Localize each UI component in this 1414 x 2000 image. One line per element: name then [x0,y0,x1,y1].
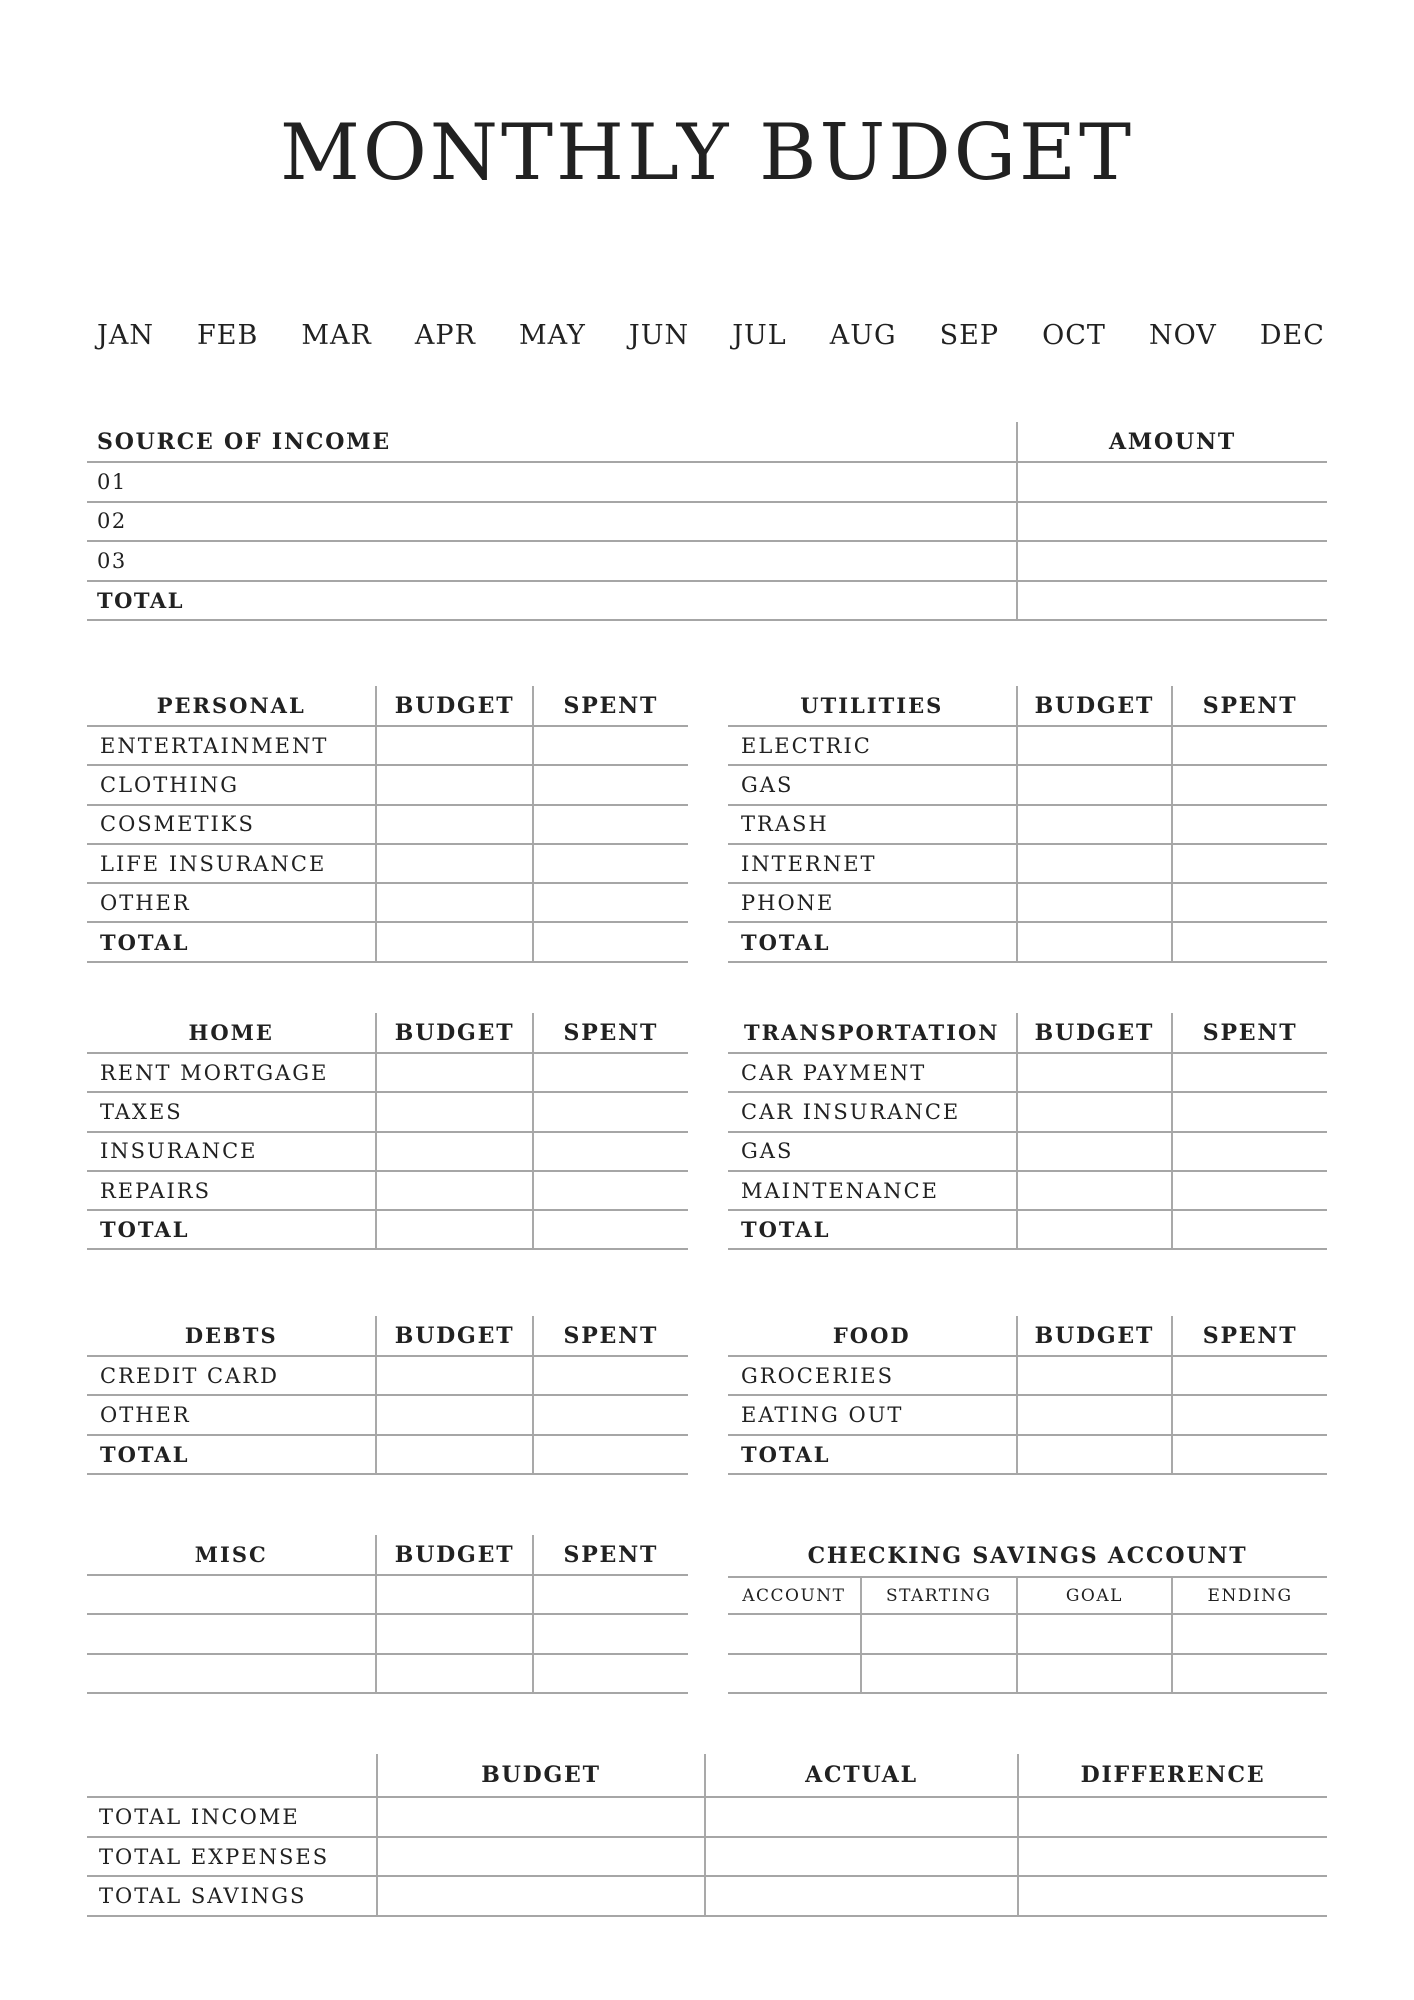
spent-cell [532,923,688,960]
month-feb: FEB [197,320,259,351]
spent-header: SPENT [532,1316,688,1355]
budget-cell [375,1211,531,1248]
income-row-01 [87,463,1327,503]
row-label: LIFE INSURANCE [100,851,327,876]
income-header-row [87,422,1327,463]
row-label: MAINTENANCE [741,1178,939,1203]
income-amount-cell [1016,463,1327,501]
spent-cell [1171,1211,1327,1248]
table-row [728,1093,1327,1132]
home-header-row [87,1013,688,1054]
income-table [87,422,1327,621]
spent-cell [1171,1093,1327,1130]
row-label: OTHER [100,1402,191,1427]
row-label: INTERNET [741,851,877,876]
table-row [87,1357,688,1396]
summary-header-row [87,1754,1327,1798]
table-row [728,845,1327,884]
budget-header: BUDGET [375,1535,531,1574]
table-row [87,766,688,805]
food-header-row [728,1316,1327,1357]
budget-cell [1016,806,1172,843]
budget-cell [1016,1396,1172,1433]
account-header: ACCOUNT [742,1585,846,1606]
debts-table [87,1316,688,1475]
starting-cell [860,1615,1016,1652]
budget-cell [1016,1211,1172,1248]
budget-header: BUDGET [1016,686,1172,725]
table-row [87,1054,688,1093]
spent-cell [532,1211,688,1248]
home-title: HOME [188,1020,274,1045]
income-row-label: 02 [97,509,127,534]
section-personal-utilities [87,686,1327,963]
budget-cell [1016,766,1172,803]
transportation-title: TRANSPORTATION [744,1020,1000,1045]
table-row [728,1054,1327,1093]
transportation-table [728,1013,1327,1250]
actual-header: ACTUAL [704,1754,1017,1796]
budget-cell [375,1172,531,1209]
row-label: TOTAL EXPENSES [99,1844,330,1869]
budget-header: BUDGET [375,686,531,725]
row-label: EATING OUT [741,1402,904,1427]
summary-table [87,1754,1327,1917]
income-amount-cell [1016,542,1327,580]
month-apr: APR [414,320,476,351]
income-source-header: SOURCE OF INCOME [97,428,391,455]
spent-cell [1171,1133,1327,1170]
spent-cell [1171,845,1327,882]
budget-cell [375,1093,531,1130]
page-title: MONTHLY BUDGET [279,108,1135,198]
row-label: GAS [741,772,794,797]
food-table [728,1316,1327,1475]
month-aug: AUG [829,320,897,351]
goal-cell [1016,1615,1172,1652]
summary-row-savings [87,1877,1327,1917]
budget-cell [1016,727,1172,764]
table-row [87,845,688,884]
budget-cell [375,1396,531,1433]
spent-cell [532,1357,688,1394]
debts-title: DEBTS [184,1323,278,1348]
goal-header: GOAL [1016,1578,1172,1613]
income-amount-cell [1016,503,1327,541]
home-table [87,1013,688,1250]
budget-header: BUDGET [1016,1013,1172,1052]
checking-savings-title: CHECKING SAVINGS ACCOUNT [807,1542,1248,1569]
spent-cell [532,1396,688,1433]
budget-cell [1016,1172,1172,1209]
row-label: OTHER [100,890,191,915]
month-nov: NOV [1148,320,1217,351]
table-row [87,884,688,923]
table-row [87,1576,688,1615]
personal-table [87,686,688,963]
spent-cell [532,845,688,882]
spent-cell [532,1133,688,1170]
spent-cell [532,1093,688,1130]
spent-cell [1171,884,1327,921]
table-row [728,1172,1327,1211]
total-label: TOTAL [741,1217,831,1243]
personal-title: PERSONAL [156,693,306,718]
income-row-03 [87,542,1327,582]
table-row [87,1093,688,1132]
account-cell [728,1655,860,1692]
table-row [87,1172,688,1211]
budget-cell [1016,1093,1172,1130]
row-label [87,1615,375,1652]
spent-cell [1171,1357,1327,1394]
summary-empty-header [87,1754,376,1796]
table-row-total [728,1436,1327,1475]
total-label: TOTAL [741,929,831,955]
summary-row-income [87,1798,1327,1838]
table-row [728,1655,1327,1694]
spent-cell [532,1172,688,1209]
table-row [728,766,1327,805]
utilities-header-row [728,686,1327,727]
budget-cell [1016,1054,1172,1091]
personal-header-row [87,686,688,727]
row-label: ELECTRIC [741,733,872,758]
income-amount-header: AMOUNT [1016,422,1327,461]
actual-cell [704,1877,1017,1915]
row-label: CLOTHING [100,772,239,797]
spent-header: SPENT [1171,1013,1327,1052]
checking-savings-table [728,1535,1327,1694]
difference-cell [1017,1877,1327,1915]
income-total-label: TOTAL [97,587,184,613]
section-debts-food [87,1316,1327,1475]
budget-cell [1016,1436,1172,1473]
budget-header: BUDGET [375,1316,531,1355]
budget-cell [375,923,531,960]
misc-header-row [87,1535,688,1576]
spent-cell [532,766,688,803]
row-label: PHONE [741,890,835,915]
misc-table [87,1535,688,1694]
row-label: CAR INSURANCE [741,1099,961,1124]
budget-cell [375,1357,531,1394]
table-row [728,1357,1327,1396]
spent-cell [1171,806,1327,843]
table-row-total [728,923,1327,962]
table-row [728,1133,1327,1172]
budget-cell [375,766,531,803]
row-label [87,1655,375,1692]
month-jan: JAN [97,320,154,351]
budget-cell [376,1798,704,1836]
row-label: COSMETIKS [100,812,255,837]
table-row [728,1396,1327,1435]
budget-cell [375,845,531,882]
budget-cell [1016,1133,1172,1170]
utilities-table [728,686,1327,963]
months-row [87,320,1327,351]
difference-cell [1017,1838,1327,1876]
section-misc-checking [87,1535,1327,1694]
row-label: TAXES [100,1099,183,1124]
month-oct: OCT [1042,320,1106,351]
budget-cell [1016,845,1172,882]
food-title: FOOD [832,1323,911,1348]
spent-cell [1171,766,1327,803]
summary-row-expenses [87,1838,1327,1878]
spent-cell [532,727,688,764]
table-row [87,1615,688,1654]
budget-cell [375,1436,531,1473]
goal-cell [1016,1655,1172,1692]
row-label: REPAIRS [100,1178,212,1203]
row-label: ENTERTAINMENT [100,733,329,758]
row-label: INSURANCE [100,1139,258,1164]
row-label: CREDIT CARD [100,1363,279,1388]
spent-cell [532,884,688,921]
spent-cell [532,1576,688,1613]
budget-cell [375,1133,531,1170]
income-row-02 [87,503,1327,543]
spent-header: SPENT [532,686,688,725]
table-row [728,727,1327,766]
spent-cell [532,1615,688,1652]
budget-cell [375,1576,531,1613]
table-row [87,1133,688,1172]
difference-header: DIFFERENCE [1017,1754,1327,1796]
ending-cell [1171,1615,1327,1652]
row-label: GROCERIES [741,1363,895,1388]
month-dec: DEC [1259,320,1325,351]
budget-cell [1016,884,1172,921]
month-jul: JUL [732,320,787,351]
total-label: TOTAL [100,1441,190,1467]
starting-header: STARTING [860,1578,1016,1613]
misc-title: MISC [194,1542,268,1567]
budget-cell [1016,1357,1172,1394]
budget-cell [375,806,531,843]
total-label: TOTAL [100,929,190,955]
spent-cell [1171,1054,1327,1091]
spent-cell [1171,1172,1327,1209]
budget-cell [375,1655,531,1692]
budget-cell [375,884,531,921]
budget-cell [376,1838,704,1876]
row-label: CAR PAYMENT [741,1060,927,1085]
income-amount-cell [1016,582,1327,620]
income-row-label: 03 [97,548,127,573]
income-row-total [87,582,1327,622]
spent-header: SPENT [532,1535,688,1574]
month-jun: JUN [628,320,690,351]
actual-cell [704,1798,1017,1836]
month-mar: MAR [301,320,372,351]
starting-cell [860,1655,1016,1692]
month-may: MAY [518,320,586,351]
checking-header-row [728,1576,1327,1615]
spent-cell [1171,1396,1327,1433]
table-row-total [728,1211,1327,1250]
row-label: RENT MORTGAGE [100,1060,329,1085]
spent-header: SPENT [532,1013,688,1052]
total-label: TOTAL [741,1441,831,1467]
row-label: TOTAL INCOME [99,1804,300,1829]
utilities-title: UTILITIES [800,693,944,718]
row-label: TOTAL SAVINGS [99,1884,307,1909]
row-label: GAS [741,1139,794,1164]
row-label [87,1576,375,1613]
row-label: TRASH [741,812,829,837]
spent-cell [1171,1436,1327,1473]
table-row-total [87,1211,688,1250]
ending-header: ENDING [1171,1578,1327,1613]
budget-cell [375,727,531,764]
spent-cell [532,806,688,843]
spent-header: SPENT [1171,686,1327,725]
section-home-transportation [87,1013,1327,1250]
budget-cell [376,1877,704,1915]
spent-header: SPENT [1171,1316,1327,1355]
spent-cell [532,1655,688,1692]
ending-cell [1171,1655,1327,1692]
debts-header-row [87,1316,688,1357]
spent-cell [1171,923,1327,960]
table-row-total [87,1436,688,1475]
total-label: TOTAL [100,1217,190,1243]
table-row-total [87,923,688,962]
account-cell [728,1615,860,1652]
budget-cell [375,1615,531,1652]
budget-header: BUDGET [376,1754,704,1796]
table-row [728,806,1327,845]
income-row-label: 01 [97,469,127,494]
month-sep: SEP [939,320,1000,351]
table-row [87,1396,688,1435]
spent-cell [532,1054,688,1091]
difference-cell [1017,1798,1327,1836]
table-row [87,1655,688,1694]
table-row [728,884,1327,923]
budget-header: BUDGET [375,1013,531,1052]
actual-cell [704,1838,1017,1876]
budget-header: BUDGET [1016,1316,1172,1355]
spent-cell [532,1436,688,1473]
table-row [87,806,688,845]
budget-cell [1016,923,1172,960]
table-row [728,1615,1327,1654]
transportation-header-row [728,1013,1327,1054]
spent-cell [1171,727,1327,764]
table-row [87,727,688,766]
budget-cell [375,1054,531,1091]
